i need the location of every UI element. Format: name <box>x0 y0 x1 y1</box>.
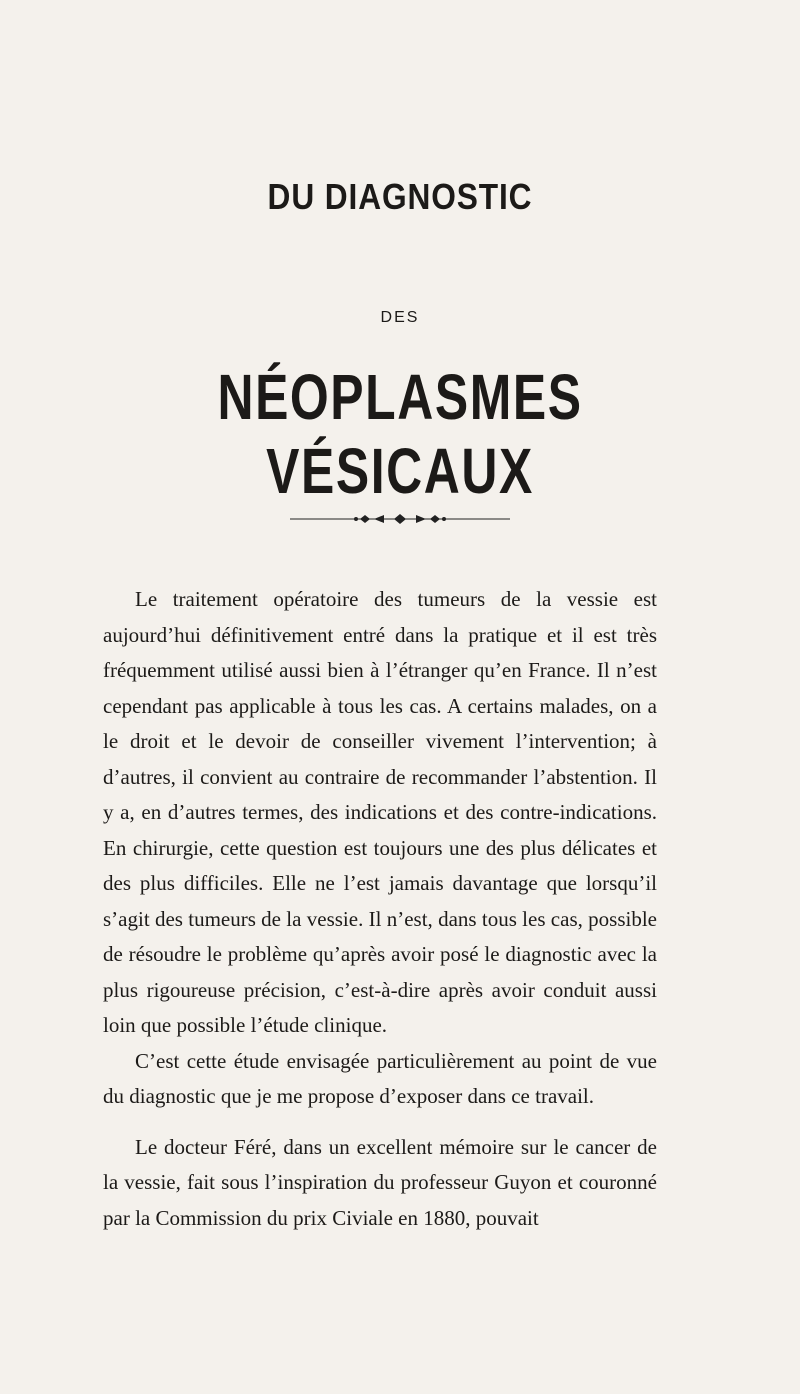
title-line-1: DU DIAGNOSTIC <box>267 176 533 217</box>
ornament-divider <box>290 512 510 526</box>
paragraph-1: Le traitement opératoire des tumeurs de la vessie est aujourd’hui définitivement entré dans la pratique et il est très fréquemment utilisé aussi bien à l’étranger qu’en France. Il n’est cependant pas applicable à tous les cas. A certains malades, on a le droit et le devoir de conseiller vivement l’intervention; à d’autres, il convient au contraire de recommander l’abstention. Il y a, en d’autres termes, des indications et des contre-indications. En chirurgie, cette question est toujours une des plus délicates et des plus difficiles. Elle ne l’est jamais davantage que lorsqu’il s’agit des tumeurs de la vessie. Il n’est, dans tous les cas, possible de résoudre le problème qu’après avoir posé le diagnostic avec la plus rigoureuse précision, c’est-à-dire après avoir conduit aussi loin que possible l’étude clinique. <box>103 587 657 1037</box>
title-line-2: DES <box>380 309 420 326</box>
body-text <box>103 582 657 1236</box>
paragraph-3: Le docteur Féré, dans un excellent mémoire sur le cancer de la vessie, fait sous l’inspiration du professeur Guyon et couronné par la Commission du prix Civiale en 1880, pouvait <box>103 1134 657 1230</box>
paragraph-2: C’est cette étude envisagée particulièrement au point de vue du diagnostic que je me propose d’exposer dans ce travail. <box>103 1048 657 1108</box>
title-line-3: NÉOPLASMES VÉSICAUX <box>217 361 583 507</box>
